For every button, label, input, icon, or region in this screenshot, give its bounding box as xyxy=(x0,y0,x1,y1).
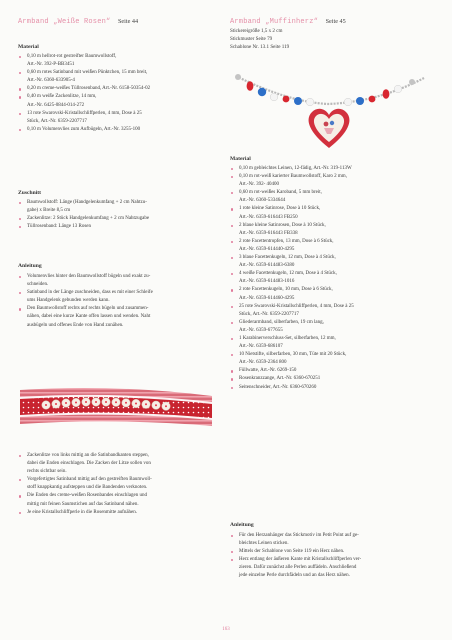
list-item-line: Füllwatte, Art.-Nr. 6269-150 xyxy=(239,368,297,374)
list-item-line: 0,60 m rotes Satinband mit weißen Pünktchen, 15 mm breit, xyxy=(27,70,148,76)
list-item-line: 0,10 m Volumenvlies zum Aufbügeln, Art.-Nr. 3255-100 xyxy=(27,126,141,132)
left-anleitung-heading: Anleitung xyxy=(18,263,42,269)
list-item xyxy=(230,532,361,548)
list-item xyxy=(230,238,354,254)
list-item xyxy=(230,375,354,383)
list-item-line: gabe) x Breite 8,5 cm xyxy=(27,208,71,214)
list-item-line: ausbügeln und offenes Ende von Hand zunähen. xyxy=(27,322,124,328)
list-item-line: 2 rote Facettenkugeln, 10 mm, Dose à 6 Stück, xyxy=(239,287,333,293)
list-item-line: Mittels der Schablone von Seite 119 ein Herz nähen. xyxy=(239,549,345,555)
list-item-line: Art.-Nr. 6359-677655 xyxy=(239,327,283,333)
list-item-line: rechts sichtbar sein. xyxy=(27,469,67,475)
list-item xyxy=(230,384,354,392)
list-item-line: Den Baumwollstoff rechts auf rechts bügeln und zusammen- xyxy=(27,306,149,312)
left-title: Armband „Weiße Rosen“ xyxy=(18,18,111,26)
list-item-line: mittig mit feinen Saumstichen auf das Satinband nähen. xyxy=(27,501,139,507)
list-item-line: Art.-Nr. 6359-2364 800 xyxy=(239,360,287,366)
list-item-line: Die Enden des creme-weißen Rosenbandes einschlagen und xyxy=(27,493,147,499)
list-item xyxy=(18,85,150,93)
list-item-line: zieren. Dafür zunächst alle Perlen auffädeln. Anschließend xyxy=(239,565,357,571)
list-item xyxy=(18,53,150,69)
right-anleitung-list xyxy=(230,532,361,581)
left-material-heading: Material xyxy=(18,44,39,50)
left-zuschnitt-list xyxy=(18,199,149,231)
list-item-line: Rosenkranzzange, Art.-Nr. 6360-670251 xyxy=(239,376,321,382)
list-item-line: 0,10 m rot-weiß karierter Baumwollstoff, Karo 2 mm, xyxy=(239,174,347,180)
list-item xyxy=(230,335,354,351)
right-meta-size: Stickereigröße 1,5 x 2 cm xyxy=(230,28,283,34)
list-item xyxy=(18,126,150,134)
left-material-list xyxy=(18,53,150,134)
list-item-line: 0,60 m rot-weißes Karoband, 5 mm breit, xyxy=(239,190,322,196)
right-meta-template: Schablone Nr. 13.1 Seite 119 xyxy=(230,44,290,50)
list-item xyxy=(18,199,149,215)
list-item-line: Stück, Art.-Nr. 6359-2207717 xyxy=(27,118,87,124)
list-item-line: 2 rote Facettentropfen, 13 mm, Dose à 6 Stück, xyxy=(239,238,334,244)
list-item xyxy=(230,165,354,173)
list-item-line: 0,20 m creme-weißes Tüllrosenband, Art.-Nr. 6158-50354-02 xyxy=(27,86,151,92)
list-item-line: 2 blaue kleine Satinrosen, Dose à 10 Stück, xyxy=(239,222,326,228)
list-item xyxy=(230,556,361,580)
list-item-line: jede einzelne Perle durchfädeln und an das Herz nähen. xyxy=(239,573,350,579)
list-item xyxy=(18,93,150,109)
list-item-line: Art.-Nr. 6360-5334644 xyxy=(239,198,286,204)
right-anleitung-heading: Anleitung xyxy=(230,522,254,528)
page-number: 163 xyxy=(222,627,230,632)
list-item xyxy=(230,173,354,189)
right-title: Armband „Muffinherz“ xyxy=(230,18,319,26)
list-item-line: dabei die Enden einschlagen. Die Zacken der Litze sollen von xyxy=(27,461,151,467)
list-item-line: Art.-Nr. 6359-616443 FB338 xyxy=(239,230,298,236)
list-item xyxy=(18,273,153,289)
list-item xyxy=(18,69,150,85)
list-item-line: Art.-Nr. 6359-686107 xyxy=(239,344,283,350)
list-item xyxy=(230,351,354,367)
list-item-line: stoff knappkantig aufsteppen und die Bandenden verknoten. xyxy=(27,485,148,491)
list-item xyxy=(230,319,354,335)
list-item-line: Satinband in der Länge zuschneiden, dass es mit einer Schleife xyxy=(27,290,153,296)
list-item xyxy=(18,215,149,223)
list-item xyxy=(230,222,354,238)
right-meta-pattern: Stickmuster Seite 79 xyxy=(230,36,273,42)
list-item-line: Gliederarmband, silberfarben, 19 cm lang, xyxy=(239,319,324,325)
list-item xyxy=(230,254,354,270)
list-item xyxy=(18,289,153,305)
list-item-line: 1 Karabinerverschluss-Set, silberfarben, 12 mm, xyxy=(239,335,336,341)
list-item xyxy=(18,305,153,329)
list-item-line: 4 weiße Facettenkugeln, 12 mm, Dose à 4 Stück, xyxy=(239,271,337,277)
list-item-line: Seitenschneider, Art.-Nr. 6360-670260 xyxy=(239,384,317,390)
left-anleitung-list xyxy=(18,273,153,330)
right-material-heading: Material xyxy=(230,156,251,162)
bracelet-roses-photo xyxy=(16,380,216,440)
list-item-line: nähen, dabei eine kurze Kante offen lassen und wenden. Naht xyxy=(27,314,151,320)
list-item-line: 1 rote kleine Satinrose, Dose à 10 Stück, xyxy=(239,206,321,212)
list-item-line: Zackenlitze: 2 Stück Handgelenkumfang + 2 cm Nahtzugabe xyxy=(27,216,150,222)
list-item-line: Art.-Nr. 6359-614483-1016 xyxy=(239,279,295,285)
left-title-row xyxy=(18,18,138,26)
list-item-line: Art.-Nr. 392-P-BB3451 xyxy=(27,62,75,68)
right-page-ref: Seite 45 xyxy=(325,18,346,25)
list-item-line: Art.-Nr. 392- 40400 xyxy=(239,182,279,188)
list-item-line: 10 Nietstifte, silberfarben, 30 mm, Tüte mit 20 Stück, xyxy=(239,352,347,358)
list-item-line: Zackenlitze von links mittig an die Satinbandkanten steppen, xyxy=(27,453,149,458)
list-item-line: Für den Herzanhänger das Stickmotiv im Petit Point auf ge- xyxy=(239,533,359,538)
list-item-line: 0,40 m weiße Zackenlitze, 14 mm, xyxy=(27,94,97,100)
list-item-line: 0,10 m hellrot-rot gestreifter Baumwollstoff, xyxy=(27,54,117,59)
list-item-line: schneiden. xyxy=(27,282,49,288)
left-anleitung-continued-list xyxy=(18,452,152,517)
list-item-line: Je eine Kristallschliffperle in die Rosenmitte aufnähen. xyxy=(27,509,138,515)
left-zuschnitt-heading: Zuschnitt xyxy=(18,190,42,196)
list-item-line: ums Handgelenk gebunden werden kann. xyxy=(27,298,110,304)
list-item xyxy=(230,270,354,286)
list-item xyxy=(230,367,354,375)
list-item xyxy=(18,509,152,517)
list-item xyxy=(230,303,354,319)
list-item-line: 13 rote Swarovski-Kristallschliffperlen, 4 mm, Dose à 25 xyxy=(27,110,142,116)
list-item-line: 3 blaue Facettenkugeln, 12 mm, Dose à 4 Stück, xyxy=(239,255,336,261)
list-item-line: Art.-Nr. 6359-614483-6380 xyxy=(239,263,295,269)
list-item-line: Art.-Nr. 6359-616443 FB250 xyxy=(239,214,298,220)
list-item xyxy=(230,189,354,205)
list-item-line: Vorgefertigtes Satinband mittig auf den gestreiften Baumwoll- xyxy=(27,477,152,483)
list-item-line: bleichtes Leinen sticken. xyxy=(239,541,289,547)
list-item xyxy=(230,286,354,302)
right-title-row xyxy=(230,18,346,26)
right-material-list xyxy=(230,165,354,392)
list-item-line: Art.-Nr. 6359-614460-4295 xyxy=(239,295,295,301)
list-item-line: Art.-Nr. 6425-0844-014-272 xyxy=(27,102,85,108)
list-item xyxy=(18,476,152,492)
list-item-line: Art.-Nr. 6360-633905-4 xyxy=(27,78,75,84)
list-item-line: Volumenvlies hinter den Baumwollstoff bügeln und exakt zu- xyxy=(27,274,151,279)
list-item xyxy=(18,110,150,126)
left-page-ref: Seite 44 xyxy=(117,18,139,25)
list-item xyxy=(230,205,354,221)
list-item-line: Tüllrosenband: Länge 13 Rosen xyxy=(27,224,92,230)
list-item-line: 0,10 m gebleichtes Leinen, 12-fädig, Art.-Nr. 319-113W xyxy=(239,166,352,171)
list-item-line: Art.-Nr. 6359-614440-4295 xyxy=(239,246,295,252)
list-item xyxy=(18,223,149,231)
bracelet-heart-photo xyxy=(228,58,428,153)
list-item-line: Baumwollstoff: Länge (Handgelenkumfang + 2 cm Nahtzu- xyxy=(27,200,147,205)
list-item xyxy=(18,452,152,476)
list-item-line: Stück, Art.-Nr. 6359-2207717 xyxy=(239,311,299,317)
list-item xyxy=(18,492,152,508)
list-item-line: Herz entlang der äußeren Kante mit Kristallschliffperlen ver- xyxy=(239,557,362,563)
list-item-line: 25 rote Swarovski-Kristallschliffperlen, 4 mm, Dose à 25 xyxy=(239,303,354,309)
list-item xyxy=(230,548,361,556)
